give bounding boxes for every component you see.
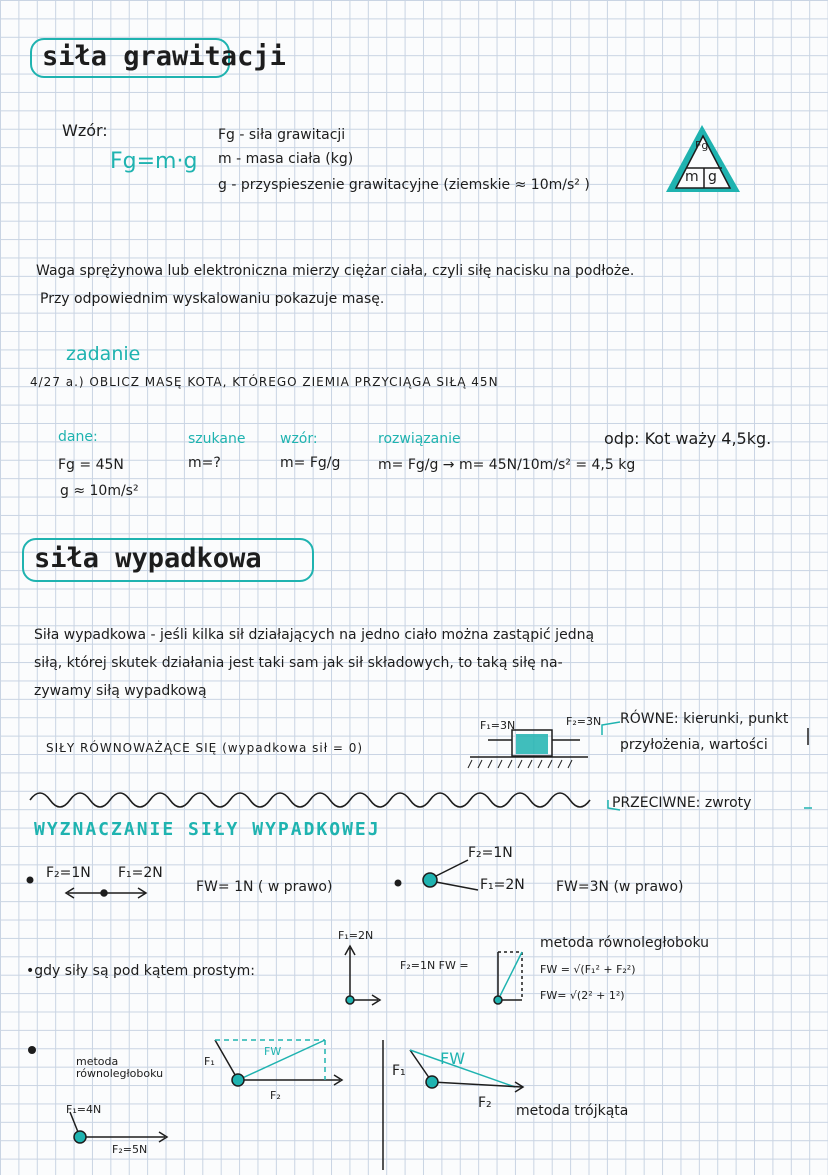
rozw-value: m= Fg/g → m= 45N/10m/s² = 4,5 kg <box>378 457 636 473</box>
szukane-value: m=? <box>188 455 221 471</box>
definition-line-3: zywamy siłą wypadkową <box>34 683 207 699</box>
task-answer: odp: Kot waży 4,5kg. <box>604 429 772 448</box>
para-fw-label: FW <box>264 1045 282 1058</box>
formula-triangle-icon <box>666 125 740 192</box>
rowne-line-2: przyłożenia, wartości <box>620 737 768 753</box>
gravity-title: siła grawitacji <box>42 41 286 72</box>
def-fg: Fg - siła grawitacji <box>218 127 346 143</box>
dane-label: dane: <box>58 429 98 445</box>
ra-formula-1: FW = √(F₁² + F₂²) <box>540 963 636 976</box>
ra-eq: F₂=1N FW = <box>400 959 469 972</box>
small-f1-label: F₁=4N <box>66 1103 102 1116</box>
ra-f-label: F₁=2N <box>338 929 374 942</box>
tri-f2-label: F₂ <box>478 1095 492 1111</box>
triangle-right-label: g <box>708 169 717 185</box>
definition-line-2: siłą, której skutek działania jest taki sam jak sił składowych, to taką siłę na- <box>34 655 563 671</box>
balanced-f2: F₂=3N <box>566 715 602 728</box>
triangle-method-sketch <box>410 1050 523 1092</box>
note-line-2: Przy odpowiednim wyskalowaniu pokazuje masę. <box>40 291 385 307</box>
para-f2-label: F₂ <box>270 1089 281 1102</box>
right-angle-sketch <box>345 946 380 1005</box>
task-statement: 4/27 a.) OBLICZ MASĘ KOTA, KTÓREGO ZIEMIA PRZYCIĄGA SIŁĄ 45N <box>30 375 499 389</box>
wzor-task-value: m= Fg/g <box>280 455 341 471</box>
triangle-top-label: Fg <box>695 139 709 152</box>
dane-fg: Fg = 45N <box>58 457 124 473</box>
para-f1-label: F₁ <box>204 1055 215 1068</box>
ex1-f1: F₁=2N <box>118 865 163 881</box>
wzor-label: Wzór: <box>62 121 108 140</box>
triangle-left-label: m <box>685 169 699 185</box>
tri-f1-label: F₁ <box>392 1063 406 1079</box>
szukane-label: szukane <box>188 431 246 447</box>
resultant-title: siła wypadkowa <box>34 543 262 574</box>
wzor-task-label: wzór: <box>280 431 318 447</box>
note-line-1: Waga sprężynowa lub elektroniczna mierzy ciężar ciała, czyli siłę nacisku na podłoże. <box>36 263 635 279</box>
wavy-divider <box>30 793 590 807</box>
balanced-f1: F₁=3N <box>480 719 516 732</box>
ex2-result: FW=3N (w prawo) <box>556 879 684 895</box>
def-g: g - przyspieszenie grawitacyjne (ziemskie ≈ 10m/s² ) <box>218 177 590 193</box>
ex1-f2: F₂=1N <box>46 865 91 881</box>
task-heading: zadanie <box>66 343 141 365</box>
tri-method-label: metoda trójkąta <box>516 1103 629 1119</box>
balanced-forces-text: SIŁY RÓWNOWAŻĄCE SIĘ (wypadkowa sił = 0) <box>46 741 364 755</box>
ra-method: metoda równoległoboku <box>540 935 710 951</box>
przeciwne-text: PRZECIWNE: zwroty <box>612 795 752 811</box>
definition-line-1: Siła wypadkowa - jeśli kilka sił działających na jedno ciało można zastąpić jedną <box>34 627 595 643</box>
rozw-label: rozwiązanie <box>378 431 461 447</box>
dane-g: g ≈ 10m/s² <box>60 483 139 499</box>
right-angle-text: •gdy siły są pod kątem prostym: <box>26 963 255 979</box>
ex2-f2: F₂=1N <box>468 845 513 861</box>
ra-formula-2: FW= √(2² + 1²) <box>540 989 625 1002</box>
determining-title: WYZNACZANIE SIŁY WYPADKOWEJ <box>34 819 381 840</box>
ex1-result: FW= 1N ( w prawo) <box>196 879 333 895</box>
small-force-sketch <box>70 1112 167 1143</box>
def-m: m - masa ciała (kg) <box>218 151 354 167</box>
parallelogram-sketch-1 <box>494 952 522 1004</box>
para-method-label: metoda równoległoboku <box>76 1055 164 1081</box>
tri-fw-label: FW <box>440 1049 466 1068</box>
ex1-arrows <box>66 888 146 898</box>
ex2-f1: F₁=2N <box>480 877 525 893</box>
gravity-formula: Fg=m·g <box>110 149 198 174</box>
rowne-line-1: RÓWNE: kierunki, punkt <box>620 711 789 727</box>
small-f2-label: F₂=5N <box>112 1143 148 1156</box>
ex2-sketch <box>423 860 478 890</box>
